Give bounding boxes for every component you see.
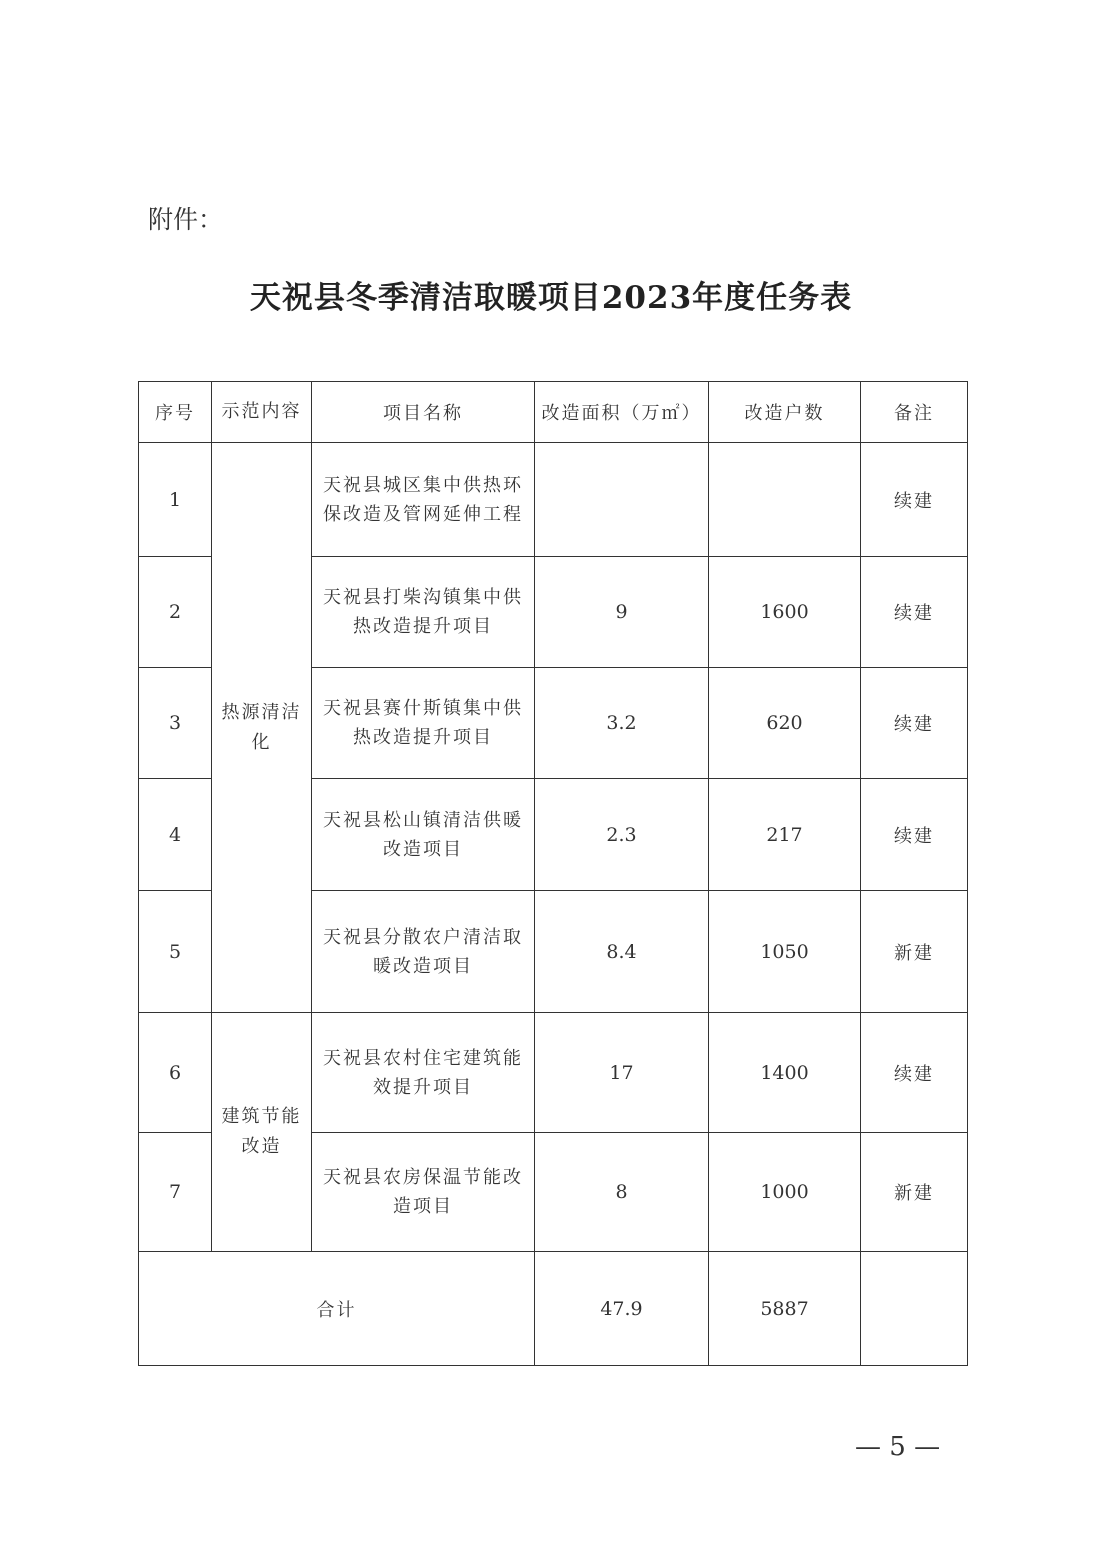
note-cell: 新建 xyxy=(861,1133,968,1252)
category-cell: 建筑节能改造 xyxy=(212,1013,312,1252)
area-cell: 8 xyxy=(535,1133,709,1252)
table-row xyxy=(139,443,968,557)
area-cell: 9 xyxy=(535,557,709,668)
row-number: 1 xyxy=(139,443,212,557)
header-row xyxy=(139,382,968,443)
households-cell: 1400 xyxy=(709,1013,861,1133)
area-cell: 2.3 xyxy=(535,779,709,891)
note-cell: 续建 xyxy=(861,668,968,779)
note-cell: 续建 xyxy=(861,779,968,891)
page-number: — 5 — xyxy=(855,1432,941,1462)
category-cell: 热源清洁化 xyxy=(212,443,312,1013)
header-cell: 示范内容 xyxy=(212,382,312,443)
households-cell: 620 xyxy=(709,668,861,779)
project-name: 天祝县城区集中供热环保改造及管网延伸工程 xyxy=(312,443,535,557)
area-cell: 8.4 xyxy=(535,891,709,1013)
households-cell: 1600 xyxy=(709,557,861,668)
note-cell: 续建 xyxy=(861,1013,968,1133)
note-cell: 续建 xyxy=(861,557,968,668)
table-row xyxy=(139,1013,968,1133)
area-cell xyxy=(535,443,709,557)
task-table xyxy=(138,381,968,1366)
total-note xyxy=(861,1252,968,1366)
households-cell xyxy=(709,443,861,557)
header-cell: 项目名称 xyxy=(312,382,535,443)
note-cell: 新建 xyxy=(861,891,968,1013)
project-name: 天祝县分散农户清洁取暖改造项目 xyxy=(312,891,535,1013)
project-name: 天祝县松山镇清洁供暖改造项目 xyxy=(312,779,535,891)
header-cell: 改造面积（万㎡） xyxy=(535,382,709,443)
row-number: 7 xyxy=(139,1133,212,1252)
row-number: 6 xyxy=(139,1013,212,1133)
row-number: 2 xyxy=(139,557,212,668)
households-cell: 1000 xyxy=(709,1133,861,1252)
header-cell: 备注 xyxy=(861,382,968,443)
total-row xyxy=(139,1252,968,1366)
attachment-label: 附件： xyxy=(148,205,224,234)
note-cell: 续建 xyxy=(861,443,968,557)
row-number: 5 xyxy=(139,891,212,1013)
project-name: 天祝县农房保温节能改造项目 xyxy=(312,1133,535,1252)
area-cell: 17 xyxy=(535,1013,709,1133)
header-cell: 序号 xyxy=(139,382,212,443)
total-households: 5887 xyxy=(709,1252,861,1366)
row-number: 4 xyxy=(139,779,212,891)
row-number: 3 xyxy=(139,668,212,779)
total-area: 47.9 xyxy=(535,1252,709,1366)
project-name: 天祝县打柴沟镇集中供热改造提升项目 xyxy=(312,557,535,668)
project-name: 天祝县农村住宅建筑能效提升项目 xyxy=(312,1013,535,1133)
households-cell: 1050 xyxy=(709,891,861,1013)
area-cell: 3.2 xyxy=(535,668,709,779)
project-name: 天祝县赛什斯镇集中供热改造提升项目 xyxy=(312,668,535,779)
header-cell: 改造户数 xyxy=(709,382,861,443)
households-cell: 217 xyxy=(709,779,861,891)
document-title: 天祝县冬季清洁取暖项目2023年度任务表 xyxy=(249,280,853,316)
total-label: 合计 xyxy=(139,1252,535,1366)
